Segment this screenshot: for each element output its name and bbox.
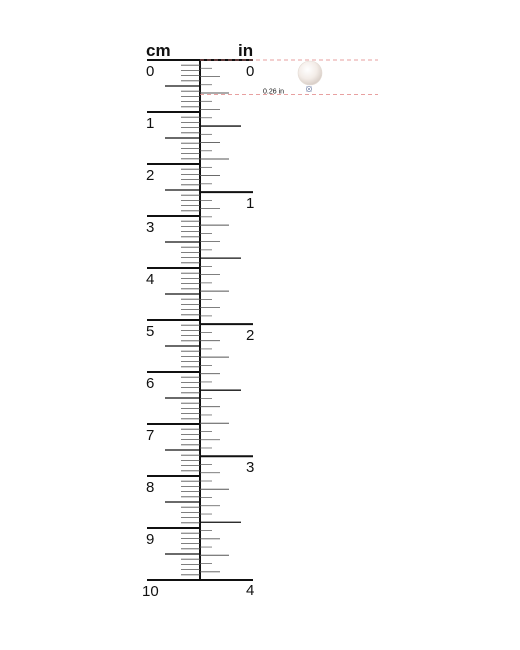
- cm-tick-label: 3: [146, 219, 155, 236]
- cm-tick-label: 5: [146, 323, 155, 340]
- pearl-earring-image: [298, 61, 322, 92]
- cm-tick-label: 1: [146, 115, 155, 132]
- cm-tick-label: 9: [146, 531, 155, 548]
- cm-tick-label: 10: [142, 583, 159, 600]
- cm-unit-label: cm: [146, 41, 171, 60]
- cm-labels: [142, 63, 159, 600]
- in-tick-label: 1: [246, 195, 255, 213]
- cm-tick-label: 7: [146, 427, 155, 444]
- cm-tick-label: 0: [146, 63, 155, 80]
- in-scale: [200, 60, 253, 580]
- measurement-label: 0.26 in: [263, 88, 285, 96]
- pearl-shape: [298, 61, 322, 85]
- cm-tick-label: 8: [146, 479, 155, 496]
- cm-tick-label: 4: [146, 271, 155, 288]
- in-tick-label: 4: [246, 582, 255, 599]
- in-tick-label: 0: [246, 63, 255, 80]
- cm-scale: [147, 60, 200, 580]
- in-labels: [246, 63, 254, 599]
- stud-shape: [306, 86, 312, 92]
- cm-tick-label: 2: [146, 167, 155, 184]
- cm-tick-label: 6: [146, 375, 155, 392]
- in-unit-label: in: [238, 41, 254, 60]
- in-tick-label: 3: [246, 459, 255, 477]
- in-tick-label: 2: [246, 327, 255, 345]
